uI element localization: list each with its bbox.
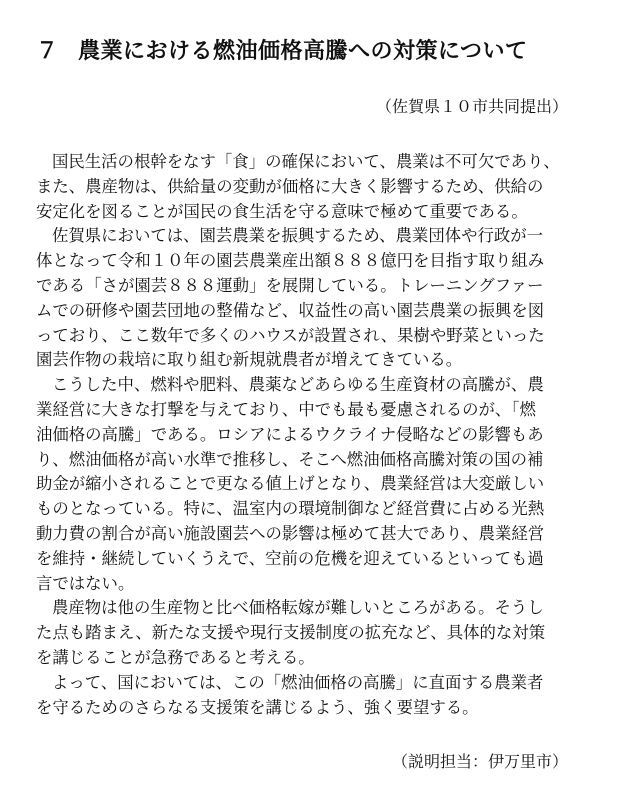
paragraph-line: 安定化を図ることが国民の食生活を守る意味で極めて重要である。 bbox=[36, 201, 528, 221]
paragraph-line: 動力費の割合が高い施設園芸への影響は極めて甚大であり、農業経営 bbox=[36, 523, 545, 543]
paragraph-line: た点も踏まえ、新たな支援や現行支援制度の拡充など、具体的な対策 bbox=[36, 623, 546, 643]
paragraph-line: を講じることが急務であると考える。 bbox=[36, 647, 315, 667]
section-title: 農業における燃油価格高騰への対策について bbox=[78, 39, 528, 64]
paragraph bbox=[36, 596, 586, 670]
paragraph-line: 国民生活の根幹をなす「食」の確保において、農業は不可欠であり、 bbox=[52, 152, 560, 171]
submitter-note: （佐賀県１０市共同提出） bbox=[375, 97, 568, 116]
paragraph-line: 農産物は他の生産物と比べ価格転嫁が難しいところがある。そうし bbox=[52, 598, 544, 618]
body-text bbox=[36, 150, 586, 720]
paragraph bbox=[36, 373, 586, 596]
paragraph-line: 園芸作物の栽培に取り組む新規就農者が増えてきている。 bbox=[36, 350, 463, 370]
presenter-note: （説明担当：伊万里市） bbox=[391, 752, 568, 771]
paragraph-line: ムでの研修や園芸団地の整備など、収益性の高い園芸農業の振興を図 bbox=[36, 300, 545, 320]
paragraph bbox=[36, 224, 586, 373]
paragraph-line: を守るためのさらなる支援策を講じるよう、強く要望する。 bbox=[36, 697, 479, 717]
paragraph-line: 体となって令和１０年の園芸農業産出額８８８億円を目指す取り組み bbox=[36, 251, 545, 271]
paragraph bbox=[36, 671, 586, 721]
section-number: ７ bbox=[36, 39, 59, 64]
paragraph-line: こうした中、燃料や肥料、農薬などあらゆる生産資材の高騰が、農 bbox=[52, 375, 544, 395]
paragraph-line: り、燃油価格が高い水準で推移し、そこへ燃油価格高騰対策の国の補 bbox=[36, 449, 544, 469]
paragraph-line: 助金が縮小されることで更なる値上げとなり、農業経営は大変厳しい bbox=[36, 474, 545, 494]
section-heading bbox=[36, 34, 528, 65]
paragraph-line: っており、ここ数年で多くのハウスが設置され、果樹や野菜といった bbox=[36, 325, 545, 345]
paragraph-line: よって、国においては、この「燃油価格の高騰」に直面する農業者 bbox=[52, 672, 544, 692]
paragraph bbox=[36, 150, 586, 224]
paragraph-line: 佐賀県においては、園芸農業を振興するため、農業団体や行政が一 bbox=[52, 226, 544, 246]
paragraph-line: 油価格の高騰」である。ロシアによるウクライナ侵略などの影響もあ bbox=[36, 424, 544, 444]
paragraph-line: 言ではない。 bbox=[36, 573, 135, 593]
paragraph-line: を維持・継続していくうえで、空前の危機を迎えているといっても過 bbox=[36, 548, 544, 568]
paragraph-line: 業経営に大きな打撃を与えており、中でも最も憂慮されるのが、「燃 bbox=[36, 399, 536, 419]
paragraph-line: また、農産物は、供給量の変動が価格に大きく影響するため、供給の bbox=[36, 176, 544, 196]
paragraph-line: である「さが園芸８８８運動」を展開している。トレーニングファー bbox=[36, 275, 544, 295]
paragraph-line: ものとなっている。特に、温室内の環境制御など経営費に占める光熱 bbox=[36, 499, 545, 519]
